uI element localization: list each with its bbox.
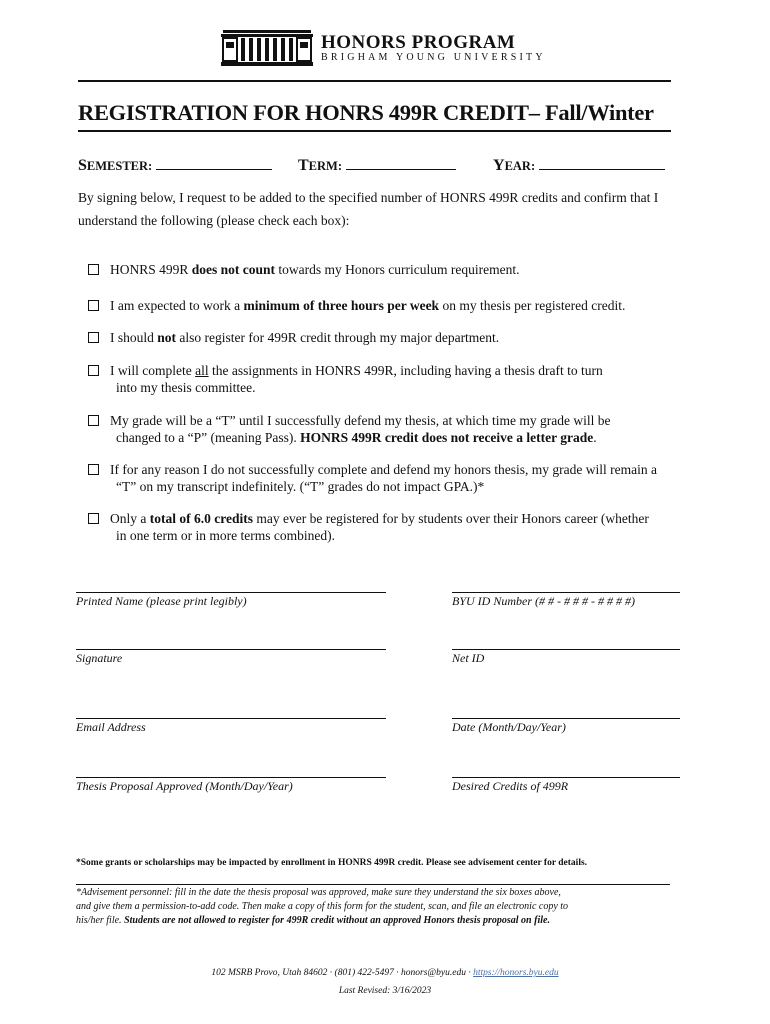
checkbox[interactable] <box>88 415 99 426</box>
email-label: Email Address <box>76 720 146 734</box>
date-line[interactable] <box>452 718 680 719</box>
signature-line[interactable] <box>76 649 386 650</box>
checkbox[interactable] <box>88 300 99 311</box>
year-field: YEAR: <box>493 155 665 175</box>
semester-blank[interactable] <box>156 155 272 170</box>
building-logo-icon <box>221 28 313 66</box>
title-rule <box>78 130 671 132</box>
honors-website-link[interactable]: https://honors.byu.edu <box>473 968 559 978</box>
notes-rule <box>76 884 670 885</box>
printed-name-label: Printed Name (please print legibly) <box>76 594 247 608</box>
honors-program-logo <box>221 28 546 66</box>
page-title: REGISTRATION FOR HONRS 499R CREDIT– Fall/Winter <box>78 100 654 125</box>
desired-credits-line[interactable] <box>452 777 680 778</box>
byu-id-line[interactable] <box>452 592 680 593</box>
checkbox[interactable] <box>88 365 99 376</box>
grants-note: *Some grants or scholarships may be impacted by enrollment in HONRS 499R credit. Please see advisement center for details. <box>76 858 588 868</box>
advisement-note: *Advisement personnel: fill in the date the thesis proposal was approved, make sure they understand the six boxes above, and give them a permission-to-add code. Then make a copy of this form for the student, scan, and file an electronic copy to his/her file. Students are not allowed to register for 499R credit without an approved Honors thesis proposal on file. <box>76 887 569 926</box>
program-name: HONORS PROGRAM <box>321 32 516 53</box>
checkbox[interactable] <box>88 264 99 275</box>
semester-field: SEMESTER: <box>78 155 272 175</box>
email-line[interactable] <box>76 718 386 719</box>
desired-credits-label: Desired Credits of 499R <box>452 779 569 793</box>
footer-contact: 102 MSRB Provo, Utah 84602 · (801) 422-5497 · honors@byu.edu · https://honors.byu.edu <box>211 968 559 978</box>
net-id-line[interactable] <box>452 649 680 650</box>
date-label: Date (Month/Day/Year) <box>452 720 566 734</box>
printed-name-line[interactable] <box>76 592 386 593</box>
year-blank[interactable] <box>539 155 665 170</box>
term-field: TERM: <box>298 155 456 175</box>
last-revised: Last Revised: 3/16/2023 <box>338 986 432 996</box>
intro-paragraph: By signing below, I request to be added to the specified number of HONRS 499R credits and confirm that I understand the following (please check each box): <box>78 190 659 228</box>
header-rule <box>78 80 671 82</box>
university-name: BRIGHAM YOUNG UNIVERSITY <box>321 52 546 63</box>
checkbox[interactable] <box>88 464 99 475</box>
signature-label: Signature <box>76 651 123 665</box>
thesis-approved-label: Thesis Proposal Approved (Month/Day/Year) <box>76 779 293 793</box>
byu-id-label: BYU ID Number (# # - # # # - # # # #) <box>452 594 635 608</box>
checkbox[interactable] <box>88 332 99 343</box>
thesis-approved-line[interactable] <box>76 777 386 778</box>
net-id-label: Net ID <box>452 651 485 665</box>
checkbox[interactable] <box>88 513 99 524</box>
term-blank[interactable] <box>346 155 456 170</box>
